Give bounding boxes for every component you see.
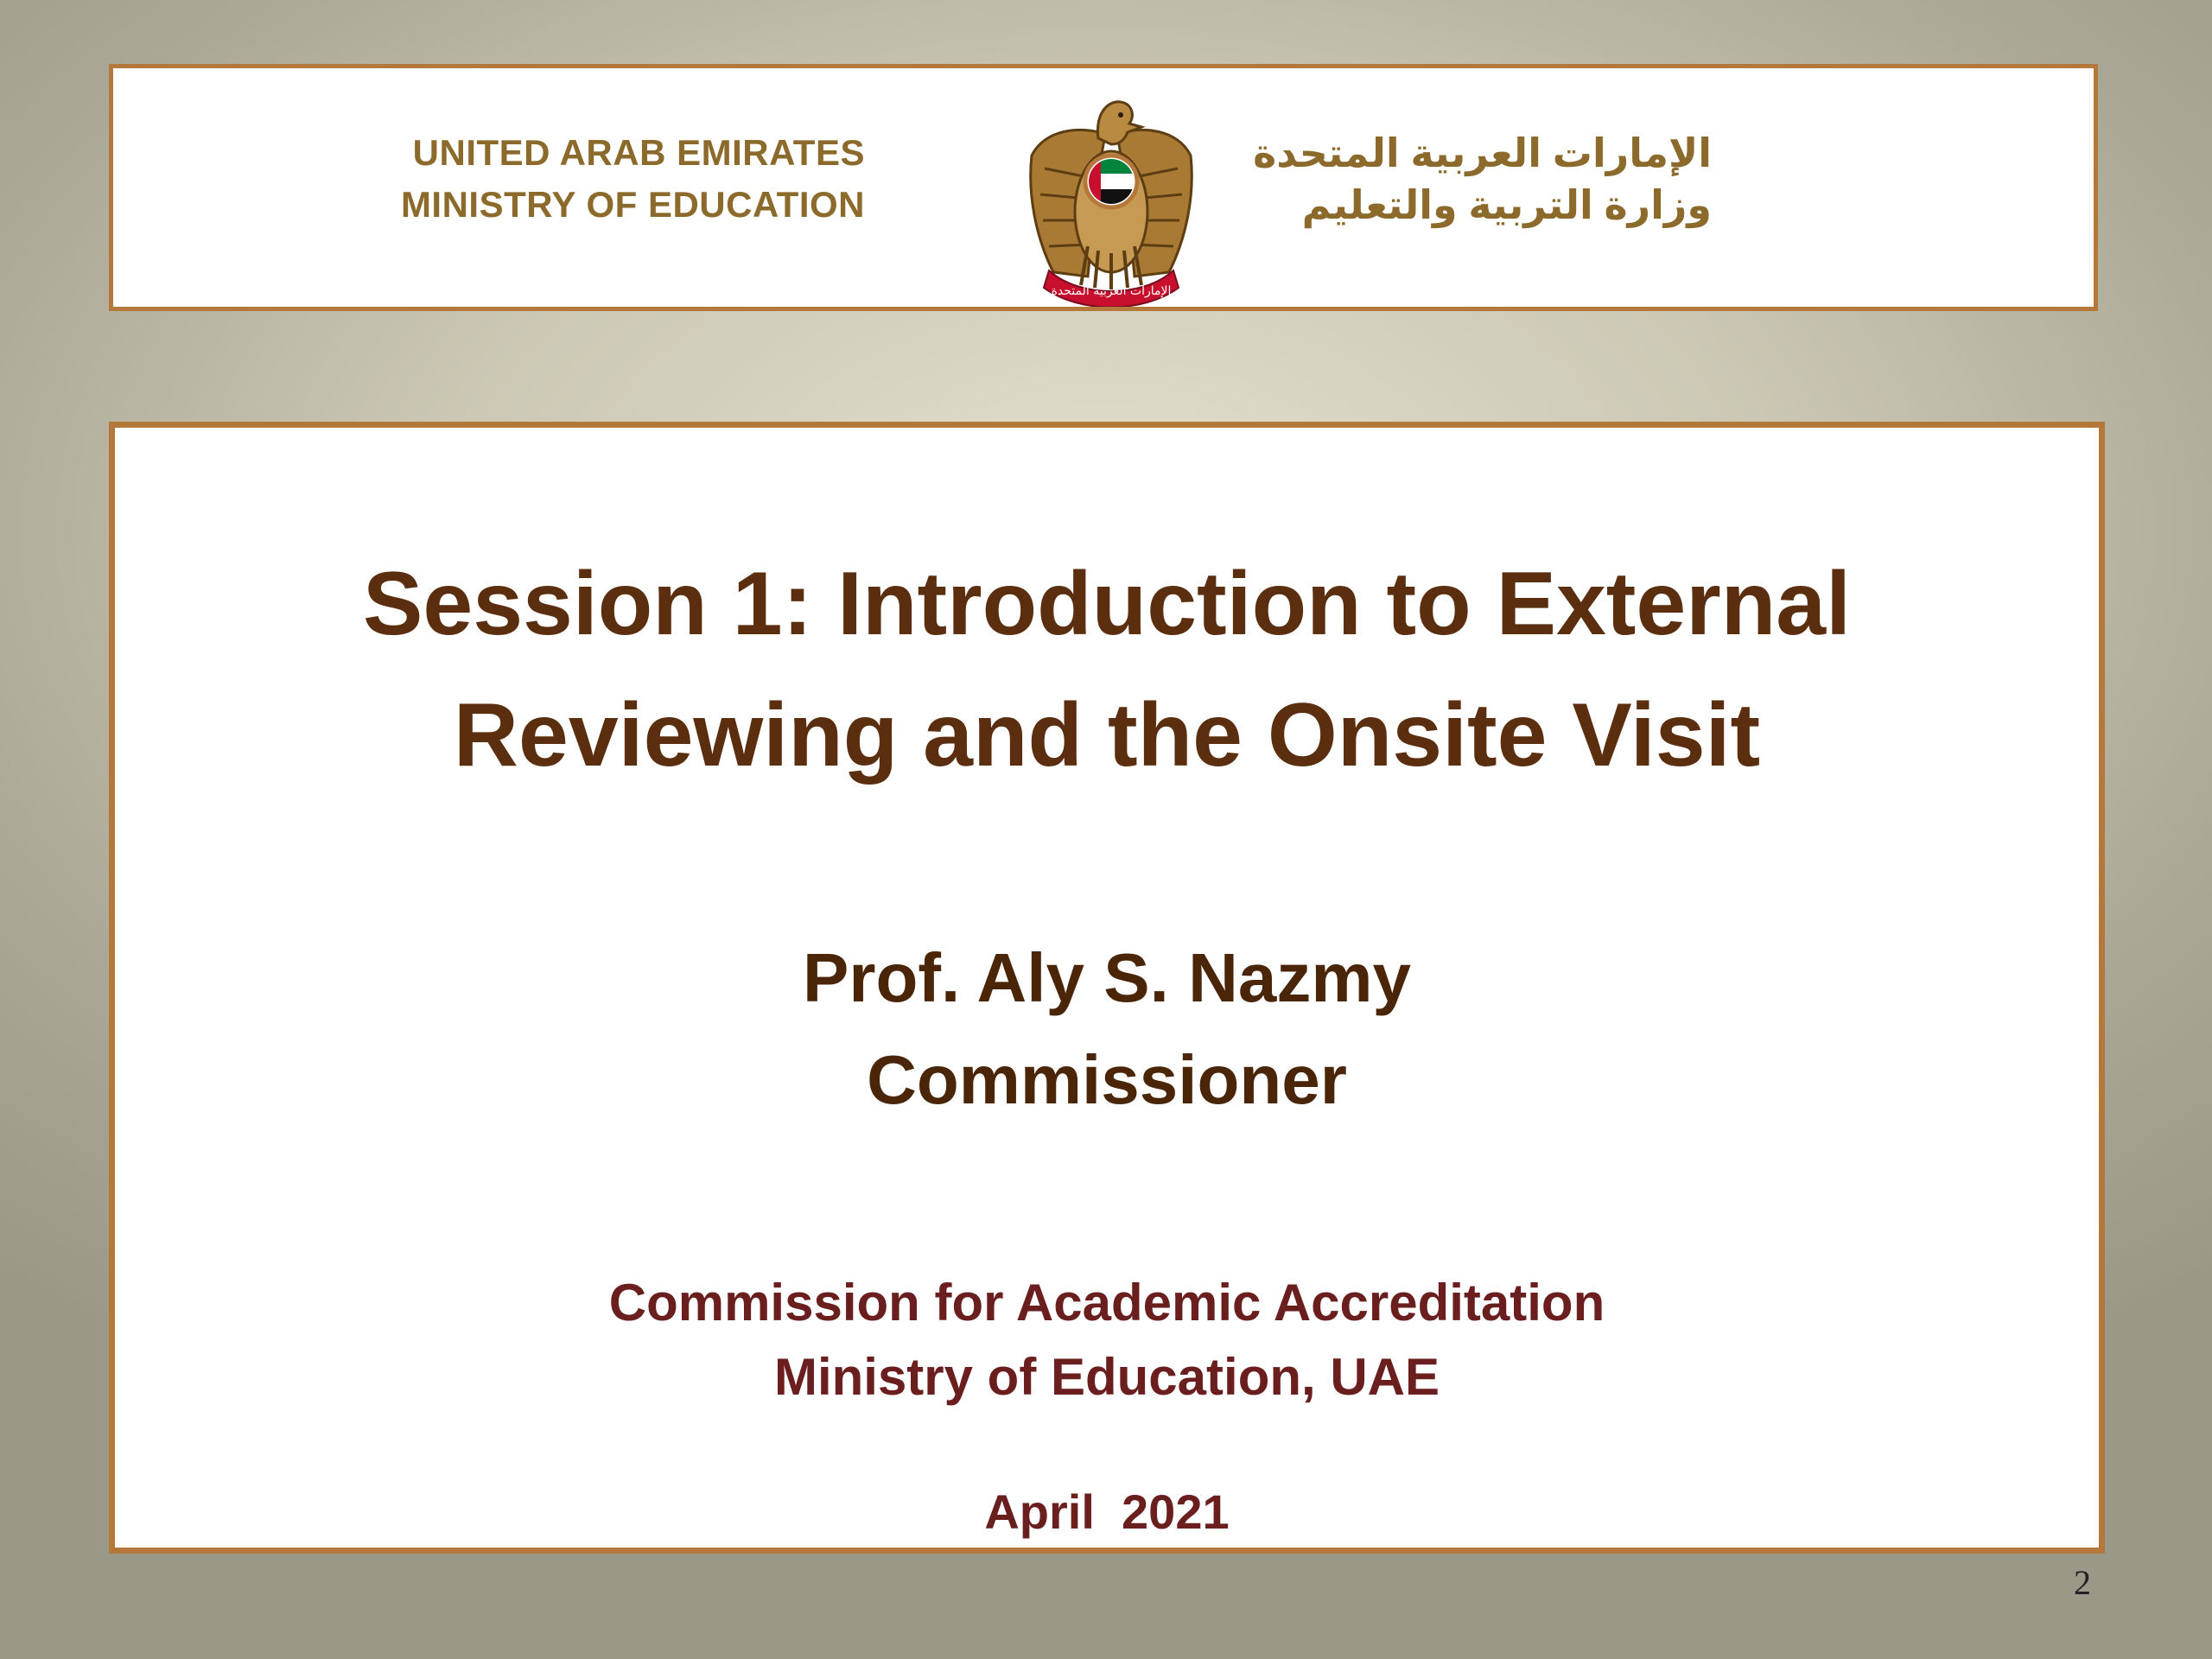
uae-emblem-icon <box>1027 91 1195 307</box>
slide-title-line2: Reviewing and the Onsite Visit <box>453 685 1761 785</box>
header-english-line2: MINISTRY OF EDUCATION <box>400 184 865 225</box>
presenter-role: Commissioner <box>867 1041 1347 1118</box>
organization-line2: Ministry of Education, UAE <box>773 1348 1440 1406</box>
slide-title-line1: Session 1: Introduction to External <box>363 554 1851 654</box>
content-box <box>109 422 2105 1554</box>
header-banner <box>109 64 2098 311</box>
slide-title <box>115 538 2099 801</box>
emblem-banner-text: الإمارات العربية المتحدة <box>1051 284 1172 298</box>
organization-line1: Commission for Academic Accreditation <box>608 1274 1605 1332</box>
presenter-block <box>115 927 2099 1131</box>
presentation-date: April 2021 <box>984 1484 1230 1539</box>
page-number: 2 <box>2074 1563 2091 1602</box>
header-english-text <box>401 127 865 231</box>
organization-block <box>115 1266 2099 1414</box>
header-arabic-line2: وزارة التربية والتعليم <box>1301 182 1712 227</box>
header-english-line1: UNITED ARAB EMIRATES <box>412 132 865 173</box>
header-arabic-line1: الإمارات العربية المتحدة <box>1253 130 1712 175</box>
header-arabic-text <box>1228 127 1712 231</box>
presenter-name: Prof. Aly S. Nazmy <box>803 939 1411 1016</box>
